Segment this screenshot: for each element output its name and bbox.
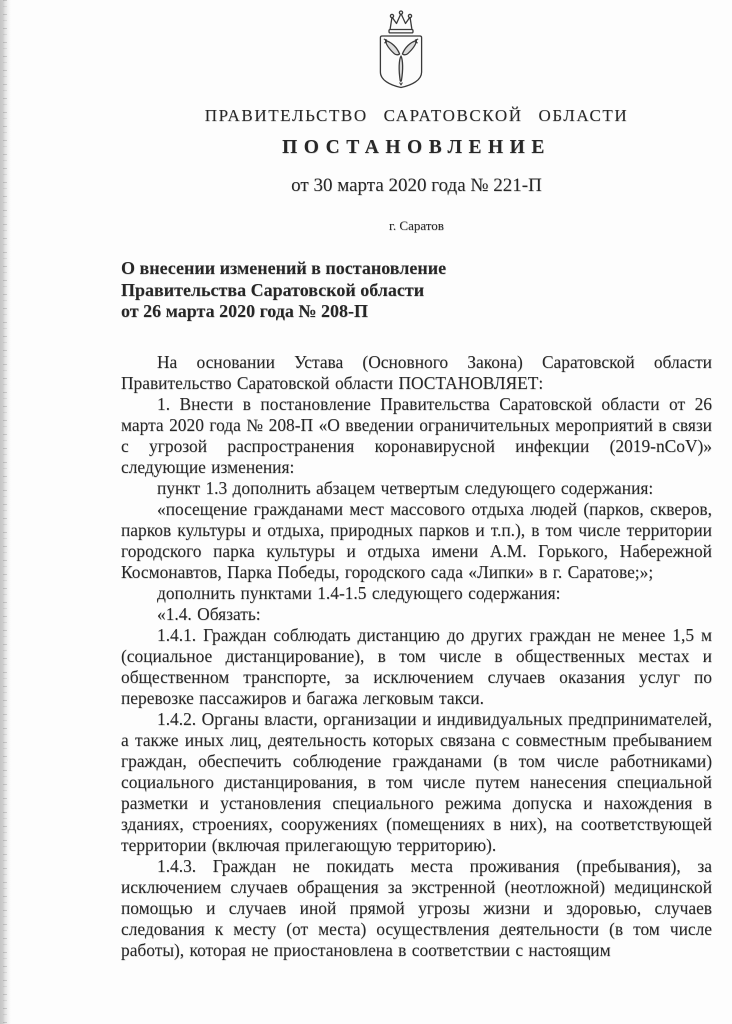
body-paragraph: 1.4.1. Граждан соблюдать дистанцию до других граждан не менее 1,5 м (социальное дистанцирование), в том числе в общественных местах и общественном транспорте, за исключением случаев оказания услуг по перевозке пассажиров и багажа легковым такси. [121,625,712,708]
document-body [121,352,712,961]
body-paragraph: На основании Устава (Основного Закона) Саратовской области Правительство Саратовской области ПОСТАНОВЛЯЕТ: [121,352,712,393]
date-number-line: от 30 марта 2020 года № 221-П [291,175,542,196]
crown-orb-icon [408,14,411,17]
saratov-coat-of-arms-icon [372,9,430,89]
body-paragraph: 1.4.3. Граждан не покидать места проживания (пребывания), за исключением случаев обращения за экстренной (неотложной) медицинской помощью и случаев иной прямой угрозы жизни и здоровью, случаев следования к месту (от места) осуществления деятельности (в том числе работы), которая не приостановлена в соответствии с настоящим [121,856,712,960]
body-paragraph: пункт 1.3 дополнить абзацем четвертым следующего содержания: [157,478,654,498]
crown-orb-icon [399,11,402,14]
crown-band-icon [389,30,413,33]
authority-name: ПРАВИТЕЛЬСТВО САРАТОВСКОЙ ОБЛАСТИ [204,106,629,125]
body-paragraph: 1.4.2. Органы власти, организации и индивидуальных предпринимателей, а также иных лиц, деятельность которых связана с совместным пребыванием граждан, обеспечить соблюдение гражданами (в том числе работниками) социального дистанцирования, в том числе путем нанесения специальной разметки и установления специального режима допуска и нахождения в зданиях, строениях, сооружениях (помещениях в них), на соответствующей территории (включая прилегающую территорию). [121,709,712,855]
body-paragraph: дополнить пунктами 1.4-1.5 следующего содержания: [157,583,561,603]
crown-orb-icon [390,14,393,17]
body-paragraph: 1. Внести в постановление Правительства Саратовской области от 26 марта 2020 года № 208-П «О введении ограничительных мероприятий в связи с угрозой распространения коронавирусной инфекции (2019-nCoV)» следующие изменения: [121,394,712,477]
sterlet-fish-icon [399,56,403,81]
body-paragraph: «посещение гражданами мест массового отдыха людей (парков, скверов, парков культуры и отдыха, природных парков и т.п.), в том числе территории городского парка культуры и отдыха имени А.М. Горького, Набережной Космонавтов, Парка Победы, городского сада «Липки» в г. Саратове;»; [121,499,712,582]
title-line: от 26 марта 2020 года № 208-П [121,301,368,321]
document-title [121,258,446,323]
document-type-heading: ПОСТАНОВЛЕНИЕ [282,137,551,158]
place-line: г. Саратов [389,218,444,233]
scan-edge-artifact [0,0,11,1024]
title-line: Правительства Саратовской области [121,279,425,300]
body-paragraph: «1.4. Обязать: [157,604,261,624]
title-line: О внесении изменений в постановление [121,258,447,278]
